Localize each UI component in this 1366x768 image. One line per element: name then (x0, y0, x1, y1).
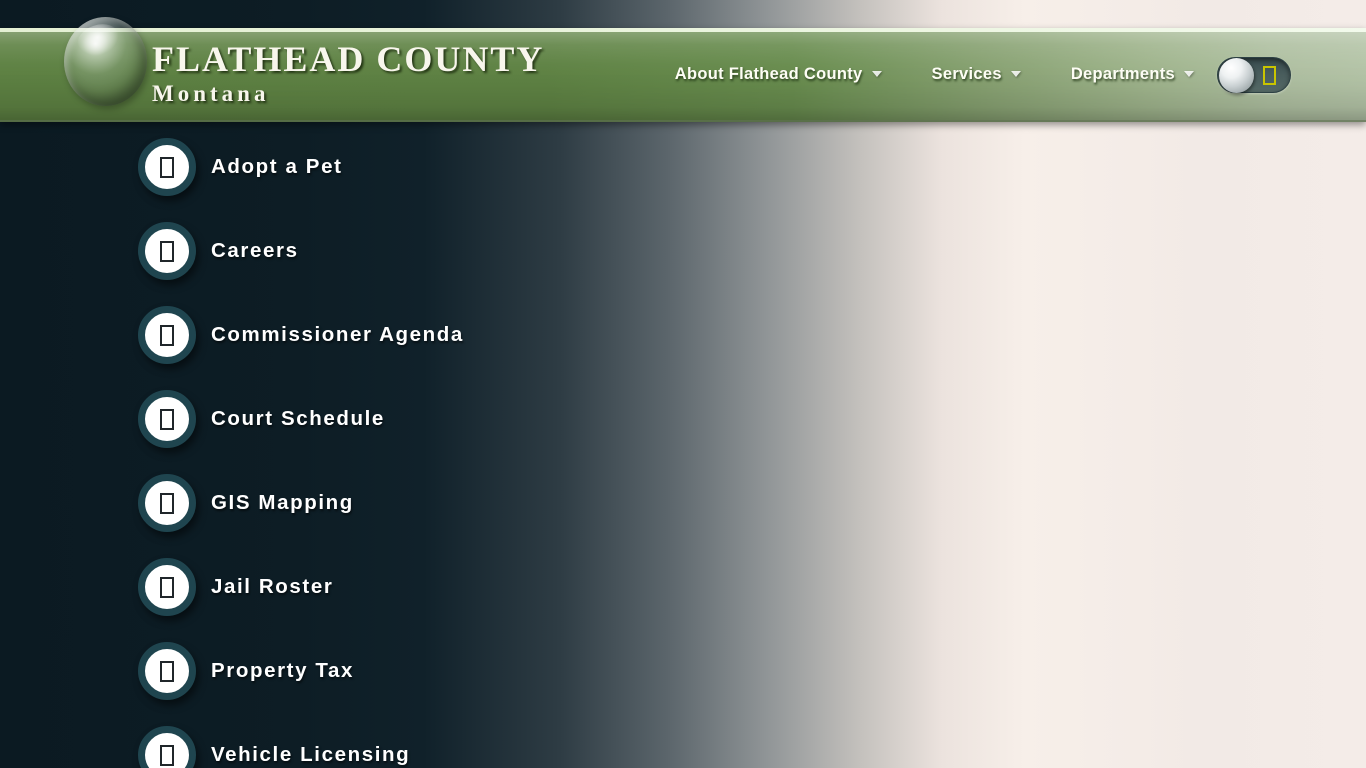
quick-links-list (138, 125, 464, 768)
quick-link-label[interactable]: Court Schedule (211, 407, 385, 430)
site-title: FLATHEAD COUNTY (152, 39, 545, 79)
quick-link-icon-circle[interactable] (138, 726, 196, 768)
quick-link-label[interactable]: Jail Roster (211, 575, 334, 598)
nav-item-label: Services (931, 64, 1002, 83)
nav-item-label: Departments (1070, 64, 1175, 83)
chevron-down-icon (1011, 71, 1021, 77)
main-nav (675, 28, 1194, 120)
quick-link-icon-circle[interactable] (138, 138, 196, 196)
missing-glyph-icon (160, 241, 174, 262)
quick-link-label[interactable]: Adopt a Pet (211, 155, 343, 178)
quick-link-label[interactable]: Property Tax (211, 659, 355, 682)
missing-glyph-icon (160, 577, 174, 598)
quick-link-vehicle-licensing[interactable] (138, 713, 464, 768)
quick-link-icon-circle[interactable] (138, 558, 196, 616)
chevron-down-icon (1184, 71, 1194, 77)
missing-glyph-icon (160, 493, 174, 514)
nav-item-departments[interactable] (1071, 65, 1194, 84)
quick-link-label[interactable]: Commissioner Agenda (211, 323, 464, 346)
quick-link-icon-circle[interactable] (138, 390, 196, 448)
quick-link-careers[interactable] (138, 209, 464, 293)
site-subtitle: Montana (152, 81, 270, 106)
missing-glyph-icon (160, 157, 174, 178)
missing-glyph-icon (1263, 66, 1276, 85)
missing-glyph-icon (160, 745, 174, 766)
quick-link-label[interactable]: Vehicle Licensing (211, 743, 411, 766)
quick-link-icon-circle[interactable] (138, 306, 196, 364)
orb-highlight (74, 19, 124, 61)
quick-link-icon-circle[interactable] (138, 222, 196, 280)
quick-link-jail-roster[interactable] (138, 545, 464, 629)
missing-glyph-icon (160, 325, 174, 346)
nav-item-label: About Flathead County (674, 64, 863, 83)
quick-link-icon-circle[interactable] (138, 642, 196, 700)
quick-link-commissioner-agenda[interactable] (138, 293, 464, 377)
quick-link-gis-mapping[interactable] (138, 461, 464, 545)
glass-orb-logo[interactable] (64, 17, 147, 106)
theme-toggle-switch[interactable] (1217, 57, 1291, 93)
missing-glyph-icon (160, 409, 174, 430)
quick-link-adopt-a-pet[interactable] (138, 125, 464, 209)
quick-link-property-tax[interactable] (138, 629, 464, 713)
quick-link-label[interactable]: Careers (211, 239, 299, 262)
quick-link-court-schedule[interactable] (138, 377, 464, 461)
quick-link-icon-circle[interactable] (138, 474, 196, 532)
chevron-down-icon (872, 71, 882, 77)
toggle-knob[interactable] (1219, 58, 1254, 93)
brand[interactable] (152, 39, 544, 107)
nav-item-about-flathead-county[interactable] (675, 65, 882, 84)
header-banner (0, 28, 1366, 122)
missing-glyph-icon (160, 661, 174, 682)
quick-link-label[interactable]: GIS Mapping (211, 491, 354, 514)
nav-item-services[interactable] (932, 65, 1021, 84)
